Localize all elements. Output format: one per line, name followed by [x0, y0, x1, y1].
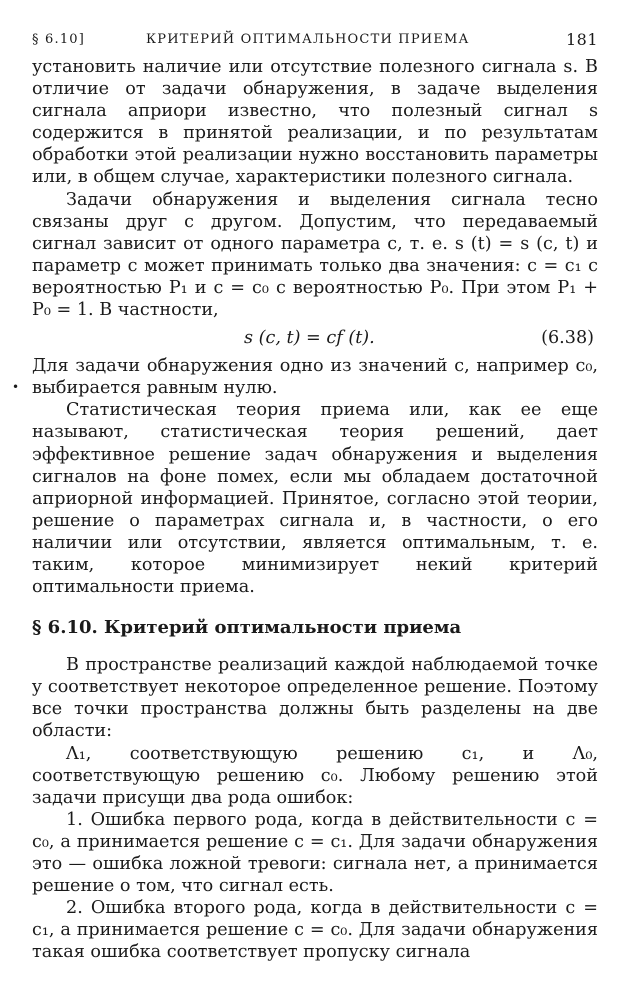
page-number: 181 [565, 30, 598, 49]
section-heading: § 6.10. Критерий оптимальности приема [32, 617, 462, 639]
formula-6-38: s (c, t) = cf (t). [244, 328, 375, 349]
section-paragraph-1: В пространстве реализаций каждой наблюдаемой точке y соответствует некоторое определенное решение. Поэтому все точки пространства должны быть разделены на две области: [32, 655, 598, 742]
paragraph-1: установить наличие или отсутствие полезного сигнала s. В отличие от задачи обнаружения, в задаче выделения сигнала априори известно, что полезный сигнал s содержится в принятой реализации, и по результатам обработки этой реализации нужно восстановить параметры или, в общем случае, характеристики полезного сигнала. [32, 57, 598, 188]
paragraph-4: Статистическая теория приема или, как ее еще называют, статистическая теория решений, дает эффективное решение задач обнаружения и выделения сигналов на фоне помех, если мы обладаем достаточной априорной информацией. Принятое, согласно этой теории, решение о параметрах сигнала и, в частности, о его наличии или отсутствии, является оптимальным, т. е. таким, которое минимизирует некий критерий оптимальности приема. [32, 400, 598, 598]
header-running-title: КРИТЕРИЙ ОПТИМАЛЬНОСТИ ПРИЕМА [146, 32, 470, 47]
book-page [12, 30, 598, 963]
margin-dot-mark: • [12, 380, 20, 394]
section-paragraph-2: Λ₁, соответствующую решению c₁, и Λ₀, соответствующую решению c₀. Любому решению этой задачи присущи два рода ошибок: [32, 743, 598, 808]
header-section-ref: § 6.10] [32, 32, 86, 47]
equation-number: (6.38) [541, 328, 594, 349]
body-text [32, 56, 598, 963]
paragraph-3: Для задачи обнаружения одно из значений c, например c₀, выбирается равным нулю. [32, 356, 598, 399]
section-paragraph-4: 2. Ошибка второго рода, когда в действительности c = c₁, а принимается решение c = c₀. Для задачи обнаружения такая ошибка соответствует пропуску сигнала [32, 898, 598, 963]
running-head [32, 30, 598, 56]
formula-line [32, 321, 598, 355]
section-paragraph-3: 1. Ошибка первого рода, когда в действительности c = c₀, а принимается решение c = c₁. Для задачи обнаружения это — ошибка ложной тревоги: сигнала нет, а принимается решение о том, что сигнал есть. [32, 809, 598, 897]
paragraph-2: Задачи обнаружения и выделения сигнала тесно связаны друг с другом. Допустим, что передаваемый сигнал зависит от одного параметра c, т. е. s (t) = s (c, t) и параметр c может принимать только два значения: c = c₁ с вероятностью P₁ и c = c₀ с вероятностью P₀. При этом P₁ + P₀ = 1. В частности, [32, 189, 598, 321]
